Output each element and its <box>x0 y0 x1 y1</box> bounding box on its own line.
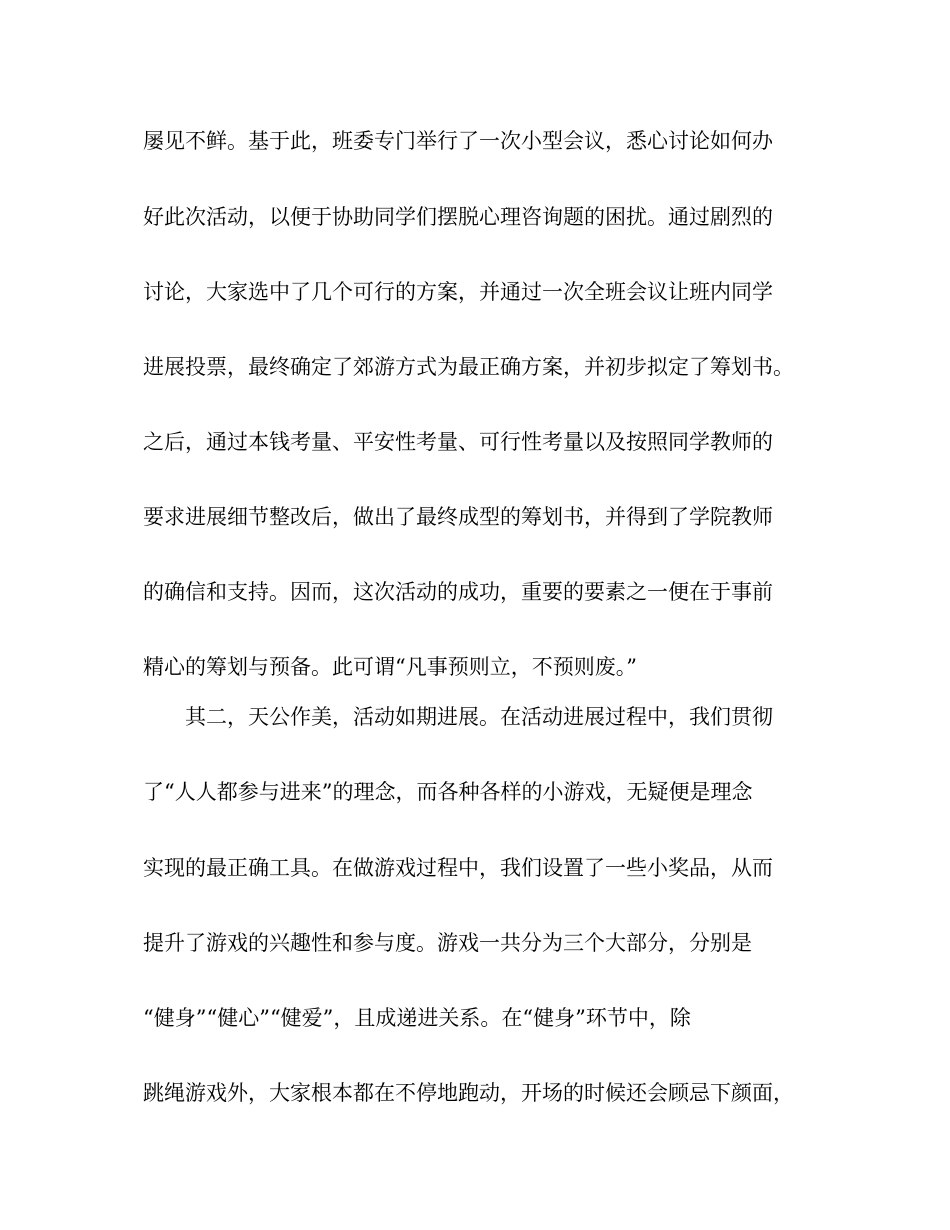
text-line: 进展投票，最终确定了郊游方式为最正确方案，并初步拟定了筹划书。 <box>143 355 794 379</box>
text-line: 好此次活动，以便于协助同学们摆脱心理咨询题的困扰。通过剧烈的 <box>143 205 773 229</box>
paragraph-first-line: 其二，天公作美，活动如期进展。在活动进展过程中，我们贯彻 <box>185 705 773 729</box>
text-line: 之后，通过本钱考量、平安性考量、可行性考量以及按照同学教师的 <box>143 430 773 454</box>
text-line: 跳绳游戏外，大家根本都在不停地跑动，开场的时候还会顾忌下颜面， <box>143 1081 794 1105</box>
text-line: 的确信和支持。因而，这次活动的成功，重要的要素之一便在于事前 <box>143 580 773 604</box>
text-line: 讨论，大家选中了几个可行的方案，并通过一次全班会议让班内同学 <box>143 280 773 304</box>
text-line: 提升了游戏的兴趣性和参与度。游戏一共分为三个大部分，分别是 <box>143 931 752 955</box>
text-line: 实现的最正确工具。在做游戏过程中，我们设置了一些小奖品，从而 <box>143 856 773 880</box>
text-line: 屡见不鲜。基于此，班委专门举行了一次小型会议，悉心讨论如何办 <box>143 129 773 153</box>
text-line: 了“人人都参与进来”的理念，而各种各样的小游戏，无疑便是理念 <box>143 780 753 804</box>
text-line: “健身”“健心”“健爱”，且成递进关系。在“健身”环节中，除 <box>143 1006 691 1030</box>
text-line: 精心的筹划与预备。此可谓“凡事预则立，不预则废。” <box>143 655 637 679</box>
text-line: 要求进展细节整改后，做出了最终成型的筹划书，并得到了学院教师 <box>143 505 773 529</box>
